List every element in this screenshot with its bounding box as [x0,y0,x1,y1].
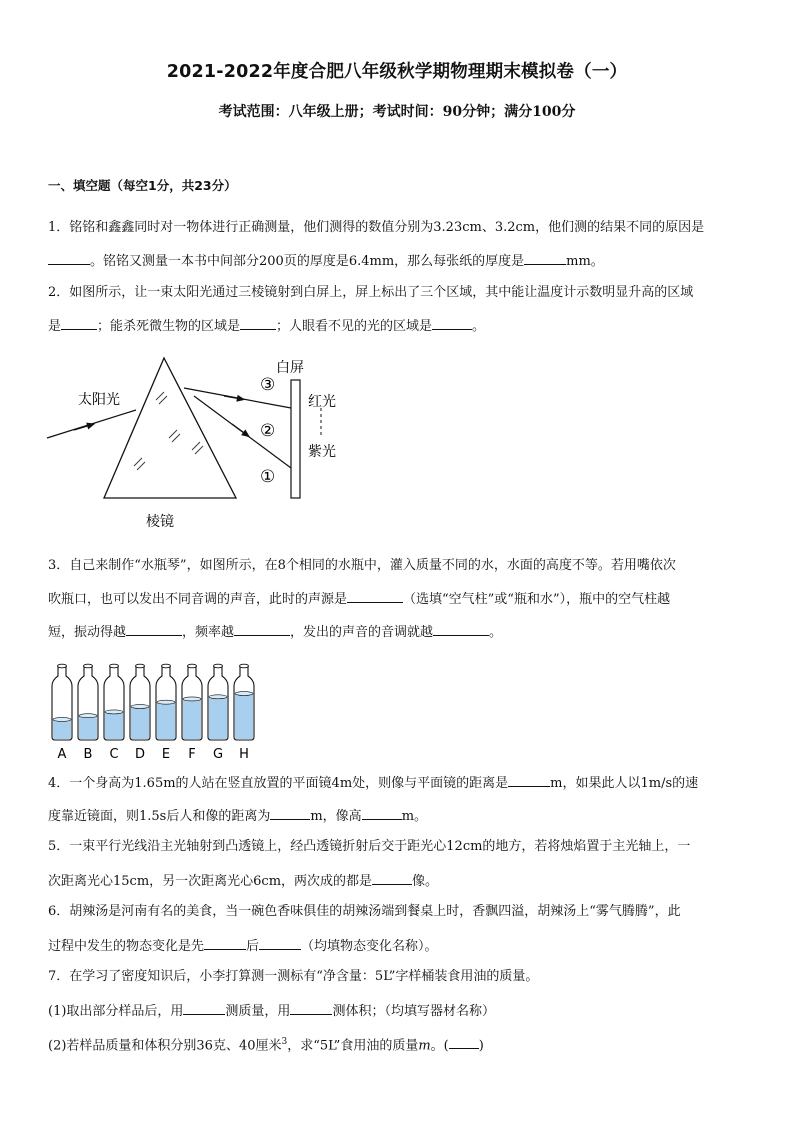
violet-light-label: 紫光 [308,444,336,460]
q4-text1a: 4．一个身高为1.65m的人站在竖直放置的平面镜4m处，则像与平面镜的距离是 [48,776,509,791]
q1-blank1[interactable] [48,251,90,265]
q7-part2-sup: 3 [281,1037,288,1047]
q5-text1: 5．一束平行光线沿主光轴射到凸透镜上，经凸透镜折射后交于距光心12cm的地方，若将烛焰置于主光轴上，一 [48,839,691,854]
q4-text2b: m，像高 [310,809,362,824]
q7-blank3[interactable] [449,1035,479,1049]
q3-blank2[interactable] [126,622,182,636]
q3-line2 [48,589,748,609]
q7-line1 [48,968,748,986]
q5-blank1[interactable] [372,871,412,885]
page-title: 2021-2022年度合肥八年级秋学期物理期末模拟卷（一） [166,62,628,82]
bottle-water [209,697,227,739]
bottle-label-B: B [83,747,93,762]
bottle-label-A: A [57,747,67,762]
q3-text2b: （选填“空气柱”或“瓶和水”），瓶中的空气柱越 [403,592,671,607]
q4-text2c: m。 [401,809,428,824]
q2-text2a: 是 [48,319,62,334]
q7-part2 [48,1033,748,1055]
q2-text2b: ；能杀死微生物的区域是 [97,319,241,334]
bottle-lip [84,664,93,668]
q7-part1a: (1)取出部分样品后，用 [48,1004,184,1019]
red-arrow [224,396,244,400]
q2-line1 [48,284,748,302]
q5-line1 [48,838,748,856]
q7-part2b: ，求“5L”食用油的质量 [287,1038,419,1054]
q3-blank1[interactable] [347,589,403,603]
water-surface [157,700,175,704]
q2-blank2[interactable] [240,316,276,330]
q2-blank3[interactable] [432,316,472,330]
q7-text1: 7．在学习了密度知识后，小李打算测一测标有“净含量：5L”字样桶装食用油的质量。 [48,969,539,984]
q3-text3b: ，频率越 [182,625,235,640]
q7-part1 [48,1001,748,1021]
q4-line2 [48,806,748,826]
q6-line2 [48,936,748,956]
q3-text2a: 吹瓶口，也可以发出不同音调的声音，此时的声源是 [48,592,348,607]
q7-part2a: (2)若样品质量和体积分别36克、40厘米 [48,1038,282,1054]
bottle-label-G: G [212,747,224,762]
q7-blank1[interactable] [183,1001,225,1015]
q3-text3d: 。 [489,625,503,640]
water-surface [235,692,253,696]
q1-line1 [48,219,748,237]
q2-line2 [48,316,748,336]
q7-part1c: 测体积；（均填写器材名称） [332,1004,495,1019]
bottles-figure [48,660,270,764]
sunlight-ray [47,410,136,438]
prism-figure [44,352,354,534]
q1-blank2[interactable] [524,251,566,265]
white-screen [291,380,300,498]
q5-text2a: 次距离光心15cm，另一次距离光心6cm，两次成的都是 [48,874,373,889]
bottle-G [208,664,228,762]
water-surface [79,714,97,718]
q2-text2c: ；人眼看不见的光的区域是 [276,319,433,334]
bottle-water [131,707,149,739]
bottle-lip [110,664,119,668]
q6-text2c: （均填物态变化名称）。 [301,939,438,954]
q4-blank3[interactable] [362,806,402,820]
q4-line1 [48,773,748,793]
q4-text2a: 度靠近镜面，则1.5s后人和像的距离为 [48,809,271,824]
violet-arrow [232,424,249,437]
q4-text1b: m，如果此人以1m/s的速 [550,776,699,791]
region-2-label: ② [260,421,276,441]
q7-blank2[interactable] [290,1001,332,1015]
sunlight-label: 太阳光 [78,392,120,408]
q1-text1: 1．铭铭和鑫鑫同时对一物体进行正确测量，他们测得的数值分别为3.23cm、3.2cm，他们测的结果不同的原因是 [48,220,705,235]
q7-part2-m: m [418,1038,431,1054]
bottle-lip [136,664,145,668]
q1-text2b: mm。 [566,254,604,269]
bottle-C [104,664,124,762]
bottle-H [234,664,254,762]
bottle-water [79,716,97,739]
q4-blank2[interactable] [270,806,310,820]
water-surface [53,717,71,721]
q6-blank2[interactable] [259,936,301,950]
bottle-label-C: C [109,747,119,762]
bottle-lip [188,664,197,668]
q6-blank1[interactable] [204,936,246,950]
q7-part2c: 。( [430,1038,449,1054]
red-light-label: 红光 [308,394,336,410]
bottle-B [78,664,98,762]
q3-text3c: ，发出的声音的音调就越 [290,625,434,640]
screen-label: 白屏 [276,360,304,376]
q6-line1 [48,903,748,921]
bottle-water [105,712,123,739]
q7-part1b: 测质量，用 [225,1004,291,1019]
bottle-D [130,664,150,762]
water-surface [183,697,201,701]
bottle-label-F: F [188,747,196,762]
bottle-label-D: D [134,747,146,762]
region-1-label: ① [260,467,276,487]
q5-line2 [48,871,748,891]
sunlight-arrow [74,424,94,430]
bottle-F [182,664,202,762]
bottle-A [52,664,72,762]
prism-shape [104,358,236,498]
q3-blank4[interactable] [433,622,489,636]
q1-line2 [48,251,748,271]
bottle-water [53,719,71,739]
q3-line3 [48,622,748,642]
q2-blank1[interactable] [61,316,97,330]
q2-text2d: 。 [472,319,486,334]
water-surface [105,710,123,714]
bottle-label-E: E [161,747,171,762]
section-heading: 一、填空题（每空1分，共23分） [48,178,237,193]
bottle-water [157,702,175,739]
q3-blank3[interactable] [234,622,290,636]
q2-text1: 2．如图所示，让一束太阳光通过三棱镜射到白屏上，屏上标出了三个区域，其中能让温度计示数明显升高的区域 [48,285,694,300]
q6-text2b: 后 [246,939,260,954]
q6-text1: 6．胡辣汤是河南有名的美食，当一碗色香味俱佳的胡辣汤端到餐桌上时，香飘四溢，胡辣汤上“雾气腾腾”，此 [48,904,681,919]
bottle-lip [214,664,223,668]
q3-text1: 3．自己来制作“水瓶琴”，如图所示，在8个相同的水瓶中，灌入质量不同的水，水面的高度不等。若用嘴依次 [48,558,676,573]
q1-text2a: 。铭铭又测量一本书中间部分200页的厚度是6.4mm，那么每张纸的厚度是 [90,254,525,269]
q3-line1 [48,557,748,575]
bottle-lip [58,664,67,668]
bottle-water [183,699,201,739]
q5-text2b: 像。 [412,874,439,889]
q4-blank1[interactable] [508,773,550,787]
water-surface [131,705,149,709]
region-3-label: ③ [260,375,276,395]
q6-text2a: 过程中发生的物态变化是先 [48,939,205,954]
bottle-lip [240,664,249,668]
q3-text3a: 短，振动得越 [48,625,127,640]
bottle-label-H: H [239,747,249,762]
page-subtitle: 考试范围：八年级上册；考试时间：90分钟；满分100分 [218,104,576,120]
prism-label: 棱镜 [146,514,174,530]
water-surface [209,695,227,699]
bottle-lip [162,664,171,668]
bottle-water [235,694,253,739]
bottle-E [156,664,176,762]
q7-part2d: ) [478,1038,484,1054]
